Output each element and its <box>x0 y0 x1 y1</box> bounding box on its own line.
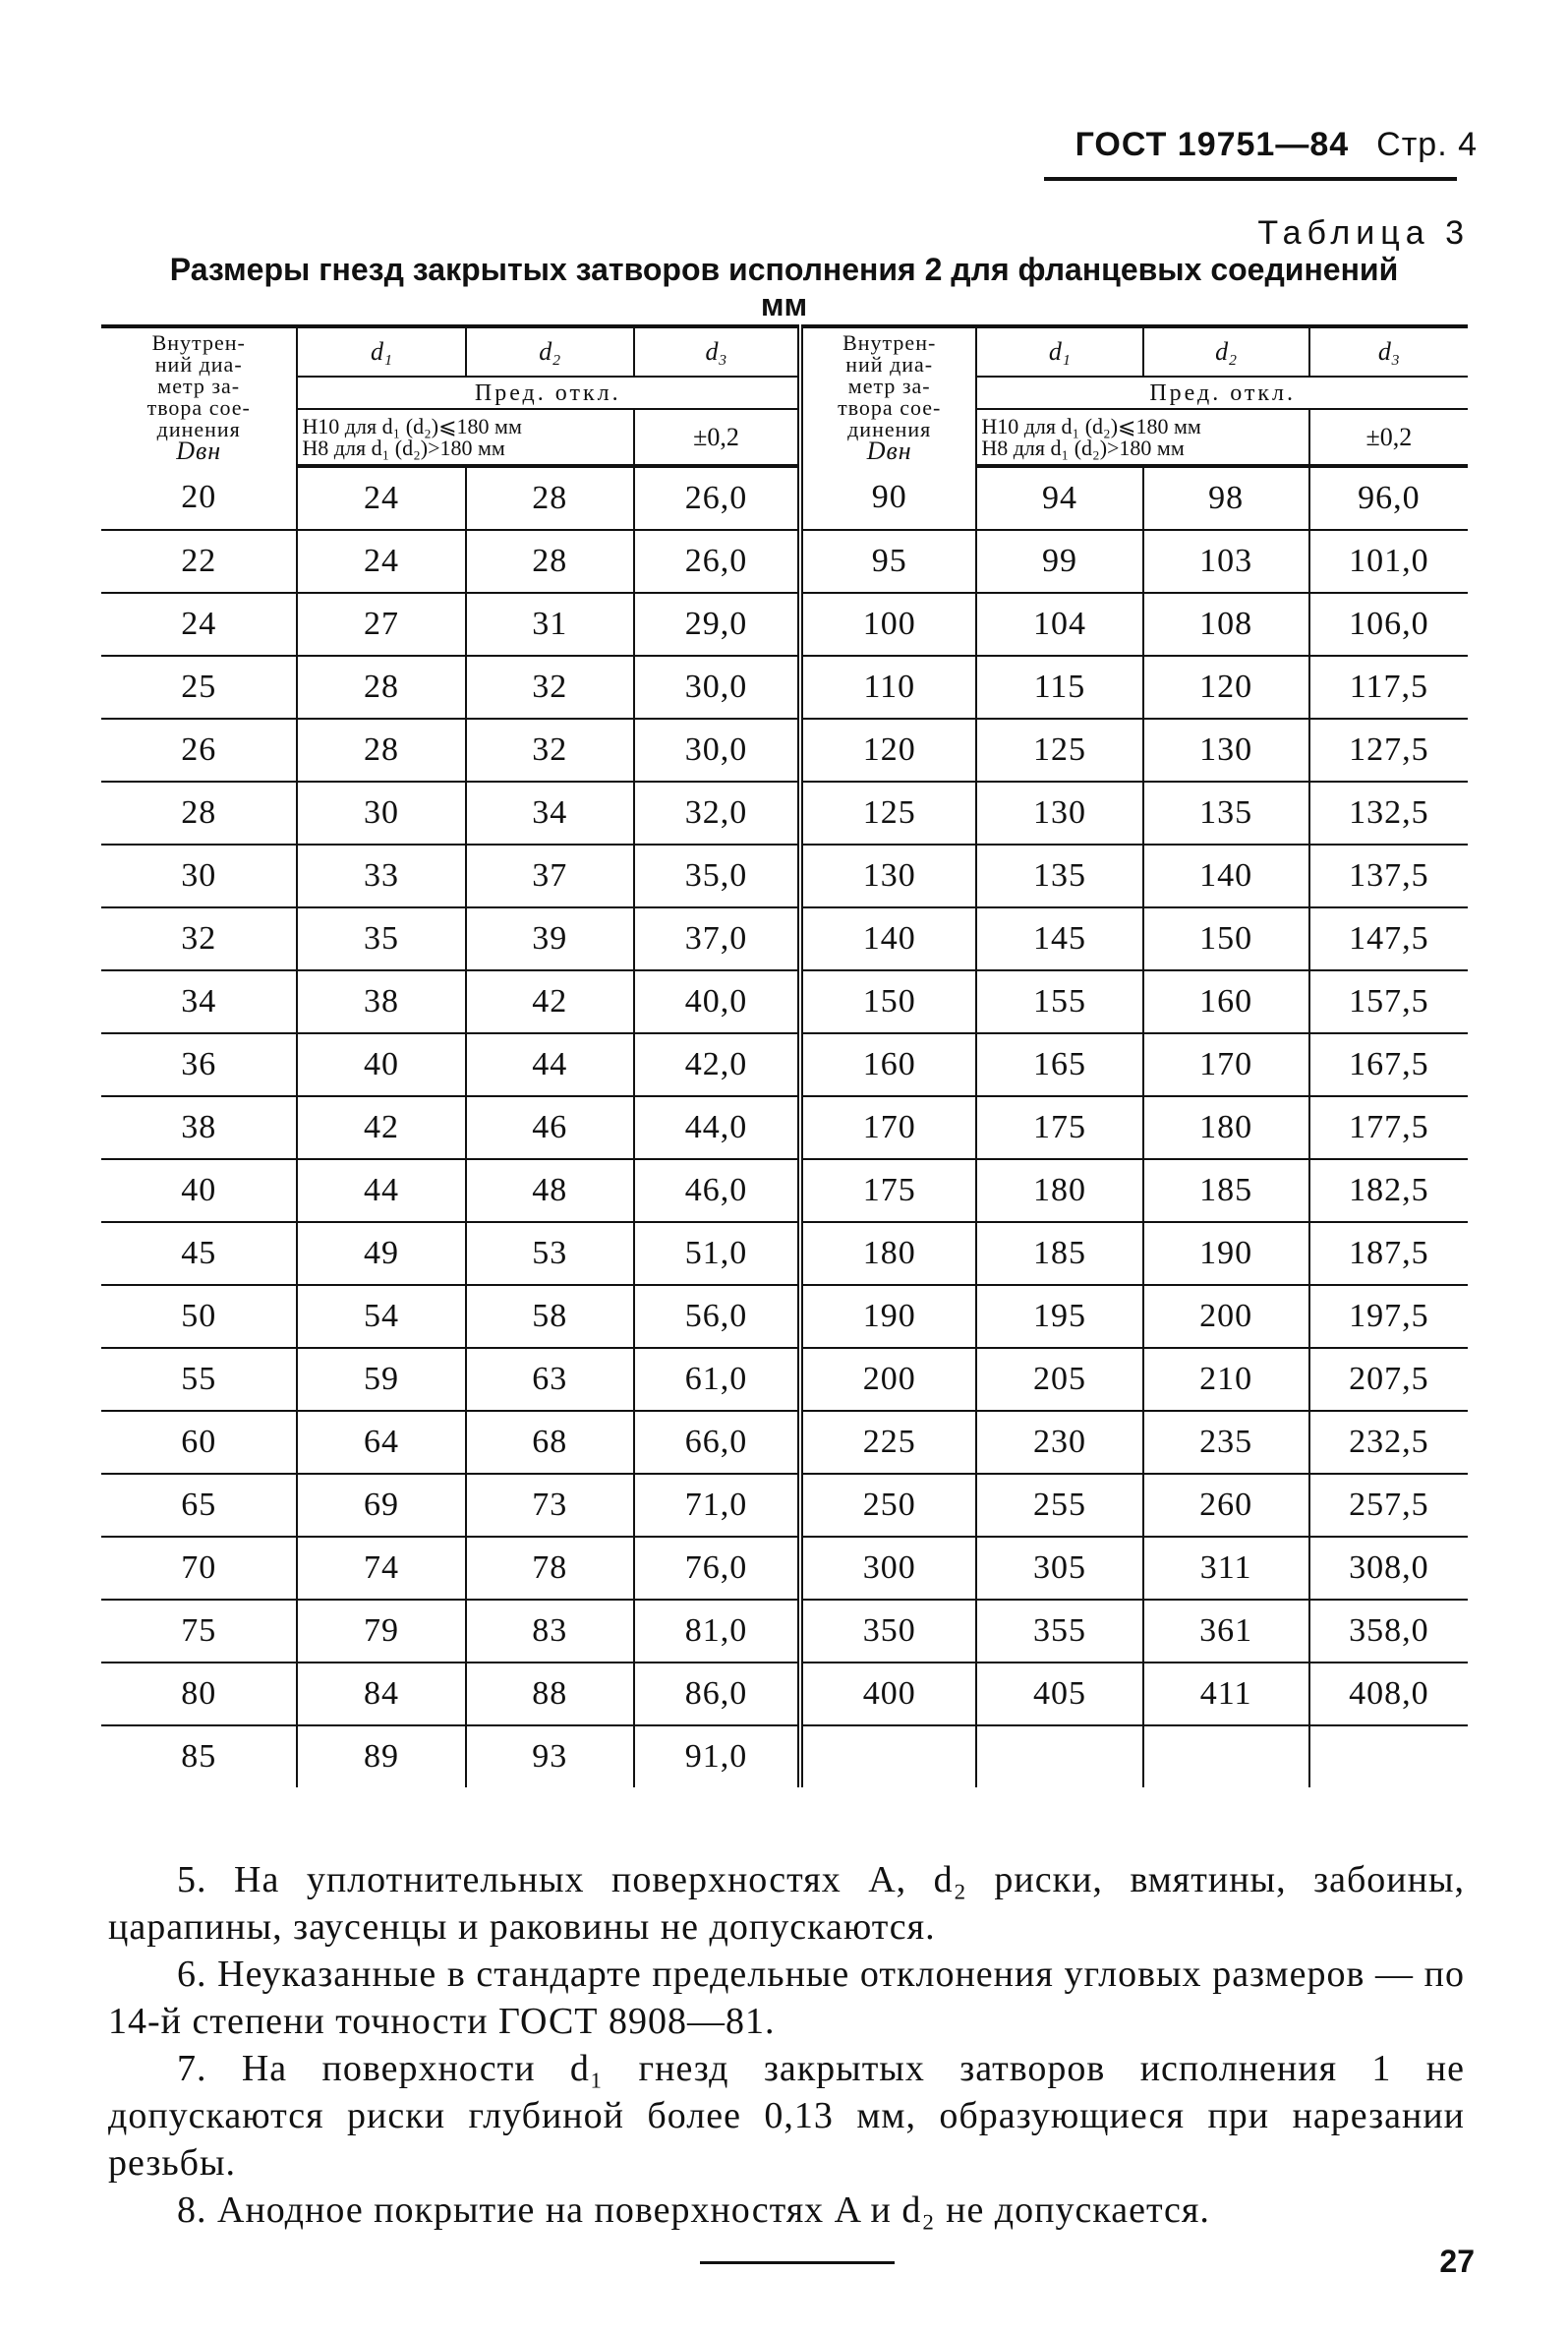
cell-right-d1: 180 <box>976 1159 1142 1222</box>
cell-right-d1: 135 <box>976 845 1142 907</box>
tolerance-header-right: Пред. откл. <box>976 377 1468 409</box>
cell-left-d3: 51,0 <box>634 1222 800 1285</box>
table-row <box>101 1600 1468 1663</box>
cell-left-d3: 26,0 <box>634 530 800 593</box>
cell-left-dvn: 28 <box>101 782 297 845</box>
cell-right-d2: 98 <box>1143 466 1309 530</box>
cell-left-d3: 40,0 <box>634 970 800 1033</box>
cell-right-d2: 130 <box>1143 719 1309 782</box>
cell-left-d2: 32 <box>466 719 634 782</box>
cell-right-d1: 405 <box>976 1663 1142 1725</box>
cell-right-dvn: 90 <box>800 466 976 530</box>
cell-right-d3: 197,5 <box>1309 1285 1468 1348</box>
tolerance-d3-left: ±0,2 <box>634 409 800 466</box>
cell-right-dvn: 130 <box>800 845 976 907</box>
cell-left-d1: 28 <box>297 719 465 782</box>
cell-right-d3: 101,0 <box>1309 530 1468 593</box>
cell-right-dvn: 150 <box>800 970 976 1033</box>
cell-right-d2: 103 <box>1143 530 1309 593</box>
standard-number: ГОСТ 19751—84 <box>1074 126 1350 163</box>
cell-left-d2: 58 <box>466 1285 634 1348</box>
caption-title: Размеры гнезд закрытых затворов исполнения 2 для фланцевых соединений <box>169 252 1399 287</box>
table-row <box>101 1285 1468 1348</box>
cell-right-dvn: 200 <box>800 1348 976 1411</box>
cell-right-dvn: 120 <box>800 719 976 782</box>
cell-left-d1: 59 <box>297 1348 465 1411</box>
cell-right-d3: 187,5 <box>1309 1222 1468 1285</box>
cell-left-d3: 42,0 <box>634 1033 800 1096</box>
cell-left-d3: 29,0 <box>634 593 800 656</box>
cell-right-d3: 232,5 <box>1309 1411 1468 1474</box>
cell-left-d3: 56,0 <box>634 1285 800 1348</box>
cell-left-d3: 32,0 <box>634 782 800 845</box>
cell-left-d2: 37 <box>466 845 634 907</box>
cell-right-d3: 408,0 <box>1309 1663 1468 1725</box>
tolerance-header-left: Пред. откл. <box>297 377 800 409</box>
cell-right-d3: 358,0 <box>1309 1600 1468 1663</box>
cell-right-d1: 104 <box>976 593 1142 656</box>
header-rule <box>1044 177 1457 181</box>
cell-left-d2: 46 <box>466 1096 634 1159</box>
footer-rule <box>700 2261 895 2264</box>
cell-left-dvn: 34 <box>101 970 297 1033</box>
cell-right-d2: 180 <box>1143 1096 1309 1159</box>
cell-left-d1: 49 <box>297 1222 465 1285</box>
cell-left-d1: 44 <box>297 1159 465 1222</box>
cell-left-d3: 46,0 <box>634 1159 800 1222</box>
notes <box>108 1856 1465 2234</box>
cell-left-d1: 30 <box>297 782 465 845</box>
table-row <box>101 719 1468 782</box>
cell-right-d3: 167,5 <box>1309 1033 1468 1096</box>
cell-left-dvn: 80 <box>101 1663 297 1725</box>
table-row <box>101 782 1468 845</box>
table-row <box>101 970 1468 1033</box>
table-row <box>101 1033 1468 1096</box>
tolerance-d1d2-right: H10 для d₁ (d₂)⩽180 мм H8 для d₁ (d₂)>180 мм <box>976 409 1308 466</box>
cell-right-d3: 137,5 <box>1309 845 1468 907</box>
cell-right-d2: 235 <box>1143 1411 1309 1474</box>
cell-right-d1: 175 <box>976 1096 1142 1159</box>
cell-right-d1 <box>976 1725 1142 1787</box>
cell-left-d1: 38 <box>297 970 465 1033</box>
table-row <box>101 1663 1468 1725</box>
cell-right-d2: 361 <box>1143 1600 1309 1663</box>
column-header-dvn-right: Внутрен- ний диа- метр за- твора сое- динения Dвн <box>800 326 976 466</box>
cell-left-d3: 35,0 <box>634 845 800 907</box>
cell-right-dvn: 350 <box>800 1600 976 1663</box>
cell-right-d2: 140 <box>1143 845 1309 907</box>
cell-left-dvn: 40 <box>101 1159 297 1222</box>
column-header-d3-left: d₃ <box>634 326 800 377</box>
page-header <box>1075 126 1478 164</box>
cell-left-dvn: 65 <box>101 1474 297 1537</box>
table-row <box>101 530 1468 593</box>
cell-left-dvn: 22 <box>101 530 297 593</box>
cell-right-d1: 94 <box>976 466 1142 530</box>
cell-right-d1: 255 <box>976 1474 1142 1537</box>
cell-left-d2: 68 <box>466 1411 634 1474</box>
cell-right-d2: 260 <box>1143 1474 1309 1537</box>
cell-left-d2: 44 <box>466 1033 634 1096</box>
table-label: Таблица 3 <box>1257 214 1470 252</box>
cell-left-d2: 73 <box>466 1474 634 1537</box>
cell-right-dvn: 180 <box>800 1222 976 1285</box>
cell-left-dvn: 25 <box>101 656 297 719</box>
note-8: 8. Анодное покрытие на поверхностях A и d₂ не допускается. <box>177 2189 1210 2231</box>
cell-left-d3: 76,0 <box>634 1537 800 1600</box>
cell-right-d1: 205 <box>976 1348 1142 1411</box>
table-row <box>101 1159 1468 1222</box>
cell-left-d2: 42 <box>466 970 634 1033</box>
cell-right-dvn: 160 <box>800 1033 976 1096</box>
tolerance-d3-right: ±0,2 <box>1309 409 1468 466</box>
cell-right-dvn: 125 <box>800 782 976 845</box>
cell-right-d1: 230 <box>976 1411 1142 1474</box>
cell-left-d1: 24 <box>297 530 465 593</box>
cell-right-dvn: 225 <box>800 1411 976 1474</box>
column-header-d2-right: d₂ <box>1143 326 1309 377</box>
cell-left-d3: 66,0 <box>634 1411 800 1474</box>
cell-left-dvn: 30 <box>101 845 297 907</box>
cell-left-d1: 42 <box>297 1096 465 1159</box>
column-header-d1-right: d₁ <box>976 326 1142 377</box>
cell-right-d3: 147,5 <box>1309 907 1468 970</box>
cell-left-d2: 63 <box>466 1348 634 1411</box>
cell-left-d2: 39 <box>466 907 634 970</box>
cell-left-dvn: 45 <box>101 1222 297 1285</box>
cell-left-d3: 86,0 <box>634 1663 800 1725</box>
cell-right-d3: 127,5 <box>1309 719 1468 782</box>
cell-left-d2: 48 <box>466 1159 634 1222</box>
cell-right-d2: 150 <box>1143 907 1309 970</box>
cell-left-d1: 69 <box>297 1474 465 1537</box>
table-row <box>101 466 1468 530</box>
cell-left-dvn: 75 <box>101 1600 297 1663</box>
cell-right-dvn: 250 <box>800 1474 976 1537</box>
cell-right-dvn: 140 <box>800 907 976 970</box>
cell-left-d1: 84 <box>297 1663 465 1725</box>
cell-right-d3: 182,5 <box>1309 1159 1468 1222</box>
cell-left-d1: 28 <box>297 656 465 719</box>
cell-right-d2: 135 <box>1143 782 1309 845</box>
column-header-d1-left: d₁ <box>297 326 465 377</box>
cell-left-d2: 28 <box>466 466 634 530</box>
cell-left-d1: 40 <box>297 1033 465 1096</box>
cell-right-d3 <box>1309 1725 1468 1787</box>
cell-left-d1: 64 <box>297 1411 465 1474</box>
cell-left-d2: 88 <box>466 1663 634 1725</box>
cell-right-d3: 308,0 <box>1309 1537 1468 1600</box>
table-body <box>101 466 1468 1787</box>
cell-left-d3: 81,0 <box>634 1600 800 1663</box>
cell-left-dvn: 38 <box>101 1096 297 1159</box>
table-row <box>101 1725 1468 1787</box>
cell-left-d2: 53 <box>466 1222 634 1285</box>
table-row <box>101 1537 1468 1600</box>
cell-left-d3: 30,0 <box>634 656 800 719</box>
cell-left-dvn: 24 <box>101 593 297 656</box>
cell-left-d1: 24 <box>297 466 465 530</box>
cell-right-d3: 157,5 <box>1309 970 1468 1033</box>
note-5: 5. На уплотнительных поверхностях A, d₂ риски, вмятины, забоины, царапины, заусенцы и раковины не допускаются. <box>108 1859 1465 1948</box>
cell-left-d3: 91,0 <box>634 1725 800 1787</box>
cell-left-d2: 32 <box>466 656 634 719</box>
cell-left-d1: 35 <box>297 907 465 970</box>
cell-right-dvn: 190 <box>800 1285 976 1348</box>
column-header-dvn-left: Внутрен- ний диа- метр за- твора сое- динения Dвн <box>101 326 297 466</box>
cell-right-dvn: 400 <box>800 1663 976 1725</box>
cell-left-d2: 78 <box>466 1537 634 1600</box>
column-header-d2-left: d₂ <box>466 326 634 377</box>
cell-left-d3: 44,0 <box>634 1096 800 1159</box>
cell-right-d2: 120 <box>1143 656 1309 719</box>
table-row <box>101 1411 1468 1474</box>
cell-left-d2: 93 <box>466 1725 634 1787</box>
cell-right-d3: 96,0 <box>1309 466 1468 530</box>
cell-right-d3: 117,5 <box>1309 656 1468 719</box>
cell-right-d1: 99 <box>976 530 1142 593</box>
cell-right-d2: 210 <box>1143 1348 1309 1411</box>
cell-left-dvn: 36 <box>101 1033 297 1096</box>
cell-right-dvn: 300 <box>800 1537 976 1600</box>
cell-left-dvn: 60 <box>101 1411 297 1474</box>
cell-left-dvn: 55 <box>101 1348 297 1411</box>
cell-right-d2: 411 <box>1143 1663 1309 1725</box>
cell-right-d1: 355 <box>976 1600 1142 1663</box>
cell-left-d1: 27 <box>297 593 465 656</box>
cell-left-d1: 33 <box>297 845 465 907</box>
table-caption <box>98 252 1470 322</box>
cell-left-d3: 61,0 <box>634 1348 800 1411</box>
cell-right-dvn: 100 <box>800 593 976 656</box>
cell-left-d1: 89 <box>297 1725 465 1787</box>
table-row <box>101 1348 1468 1411</box>
table-row <box>101 656 1468 719</box>
cell-right-d1: 115 <box>976 656 1142 719</box>
cell-right-d3: 106,0 <box>1309 593 1468 656</box>
cell-left-dvn: 32 <box>101 907 297 970</box>
cell-right-d2: 170 <box>1143 1033 1309 1096</box>
cell-right-d1: 125 <box>976 719 1142 782</box>
cell-left-d3: 71,0 <box>634 1474 800 1537</box>
cell-left-dvn: 85 <box>181 1738 217 1775</box>
cell-right-d1: 130 <box>976 782 1142 845</box>
table-row <box>101 1096 1468 1159</box>
cell-left-dvn: 20 <box>101 466 297 530</box>
cell-right-dvn: 110 <box>800 656 976 719</box>
cell-right-d1: 145 <box>976 907 1142 970</box>
cell-left-d3: 26,0 <box>634 466 800 530</box>
cell-right-dvn: 170 <box>800 1096 976 1159</box>
cell-left-d1: 54 <box>297 1285 465 1348</box>
cell-right-dvn <box>800 1725 976 1787</box>
table-row <box>101 907 1468 970</box>
cell-right-dvn: 95 <box>800 530 976 593</box>
cell-right-d2: 200 <box>1143 1285 1309 1348</box>
note-6: 6. Неуказанные в стандарте предельные отклонения угловых размеров — по 14-й степени точности ГОСТ 8908—81. <box>108 1954 1465 2042</box>
cell-right-d2: 160 <box>1143 970 1309 1033</box>
cell-right-d2: 311 <box>1143 1537 1309 1600</box>
cell-right-d2: 190 <box>1143 1222 1309 1285</box>
cell-left-d2: 31 <box>466 593 634 656</box>
cell-left-d3: 37,0 <box>634 907 800 970</box>
cell-right-d1: 165 <box>976 1033 1142 1096</box>
cell-right-d3: 177,5 <box>1309 1096 1468 1159</box>
table-row <box>101 1474 1468 1537</box>
table-row <box>101 845 1468 907</box>
table-row <box>101 1222 1468 1285</box>
cell-right-d2: 185 <box>1143 1159 1309 1222</box>
cell-left-d2: 28 <box>466 530 634 593</box>
tolerance-d1d2-left: H10 для d₁ (d₂)⩽180 мм H8 для d₁ (d₂)>180 мм <box>297 409 633 466</box>
caption-unit: мм <box>760 287 808 322</box>
cell-right-d3: 132,5 <box>1309 782 1468 845</box>
page-number: 27 <box>1439 2244 1475 2279</box>
cell-left-d2: 34 <box>466 782 634 845</box>
dimensions-table <box>101 324 1468 1787</box>
cell-left-d3: 30,0 <box>634 719 800 782</box>
cell-right-d1: 185 <box>976 1222 1142 1285</box>
dimensions-table-wrapper <box>101 324 1468 1787</box>
cell-right-d1: 155 <box>976 970 1142 1033</box>
cell-right-d2 <box>1143 1725 1309 1787</box>
cell-right-d1: 195 <box>976 1285 1142 1348</box>
cell-right-d1: 305 <box>976 1537 1142 1600</box>
cell-left-d2: 83 <box>466 1600 634 1663</box>
cell-left-dvn: 26 <box>101 719 297 782</box>
cell-left-d1: 79 <box>297 1600 465 1663</box>
cell-right-dvn: 175 <box>800 1159 976 1222</box>
cell-right-d3: 257,5 <box>1309 1474 1468 1537</box>
cell-right-d2: 108 <box>1143 593 1309 656</box>
table-row <box>101 593 1468 656</box>
cell-right-d3: 207,5 <box>1309 1348 1468 1411</box>
cell-left-dvn: 70 <box>101 1537 297 1600</box>
cell-left-d1: 74 <box>297 1537 465 1600</box>
cell-left-dvn: 50 <box>101 1285 297 1348</box>
column-header-d3-right: d₃ <box>1309 326 1468 377</box>
note-7: 7. На поверхности d₁ гнезд закрытых затворов исполнения 1 не допускаются риски глубиной более 0,13 мм, образующиеся при нарезании резьбы. <box>108 2048 1465 2184</box>
page-label: Стр. 4 <box>1376 126 1478 163</box>
